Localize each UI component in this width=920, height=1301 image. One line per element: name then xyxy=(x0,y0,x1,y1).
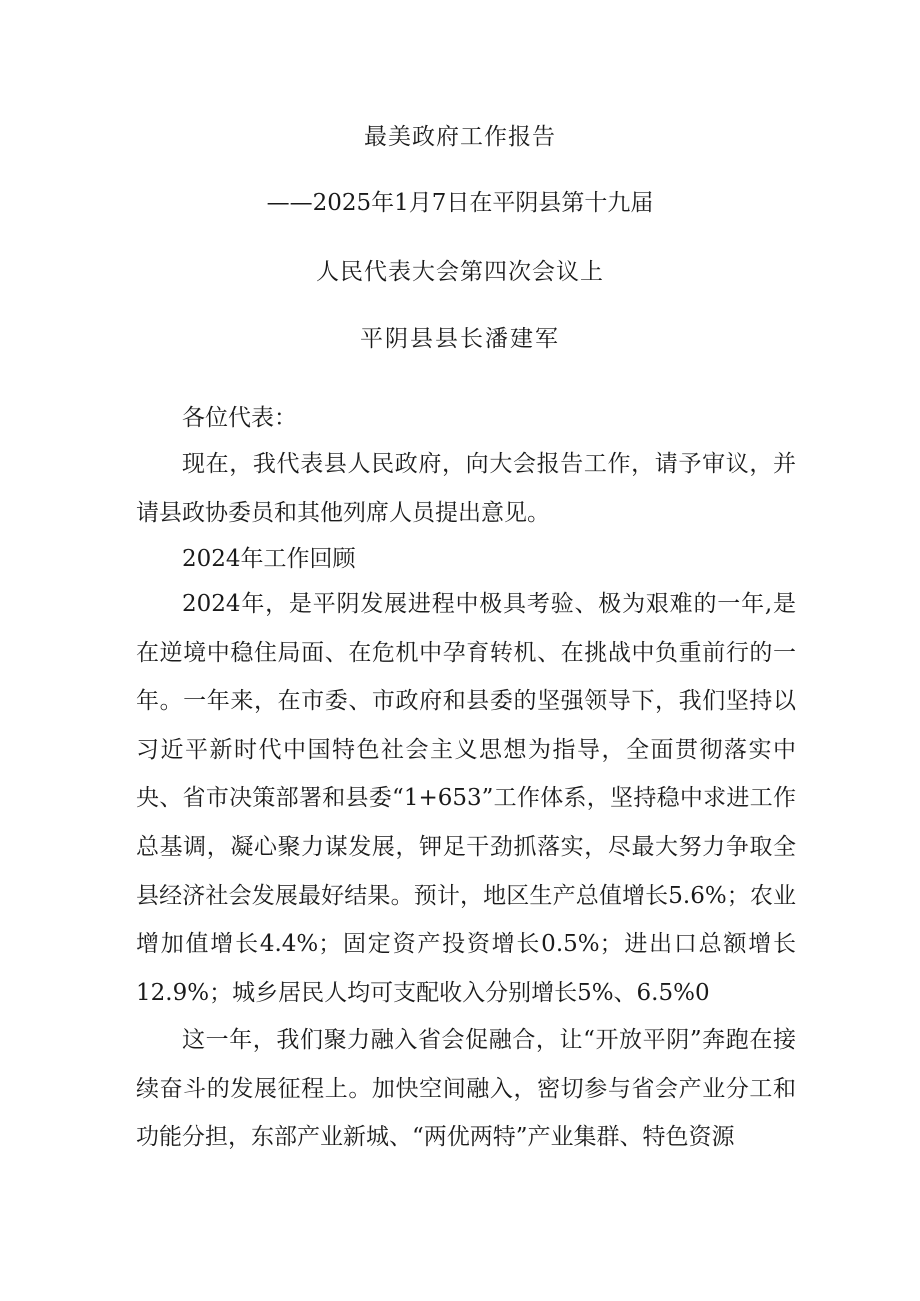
paragraph-review-text: 2024年，是平阴发展进程中极具考验、极为艰难的一年,是在逆境中稳住局面、在危机中孕育转机、在挑战中负重前行的一年。一年来，在市委、市政府和县委的坚强领导下，我们坚持以习近平新时代中国特色社会主义思想为指导，全面贯彻落实中央、省市决策部署和县委“1+653”工作体系，坚持稳中求进工作总基调，凝心聚力谋发展，钾足干劲抓落实，尽最大努力争取全县经济社会发展最好结果。预计，地区生产总值增长5.6%；农业增加值增长4.4%；固定资产投资增长0.5%；进出口总额增长12.9%；城乡居民人均可支配收入分别增长5%、6.5%0 xyxy=(136,591,796,1006)
document-subtitle-line1: ——2025年1月7日在平阴县第十九届 xyxy=(266,190,654,216)
paragraph-opening-text: 现在，我代表县人民政府，向大会报告工作，请予审议，并请县政协委员和其他列席人员提出意见。 xyxy=(136,451,796,526)
document-title: 最美政府工作报告 xyxy=(364,124,556,150)
document-subtitle-line2: 人民代表大会第四次会议上 xyxy=(316,259,604,285)
salutation: 各位代表： xyxy=(182,405,297,431)
paragraph-review xyxy=(136,580,796,1017)
paragraph-integration-text: 这一年，我们聚力融入省会促融合，让“开放平阴”奔跑在接续奋斗的发展征程上。加快空间融入，密切参与省会产业分工和功能分担，东部产业新城、“两优两特”产业集群、特色资源 xyxy=(136,1027,796,1151)
document-author: 平阴县县长潘建军 xyxy=(360,326,560,352)
paragraph-opening xyxy=(136,440,796,537)
section-heading: 2024年工作回顾 xyxy=(182,546,356,572)
paragraph-integration xyxy=(136,1016,796,1162)
